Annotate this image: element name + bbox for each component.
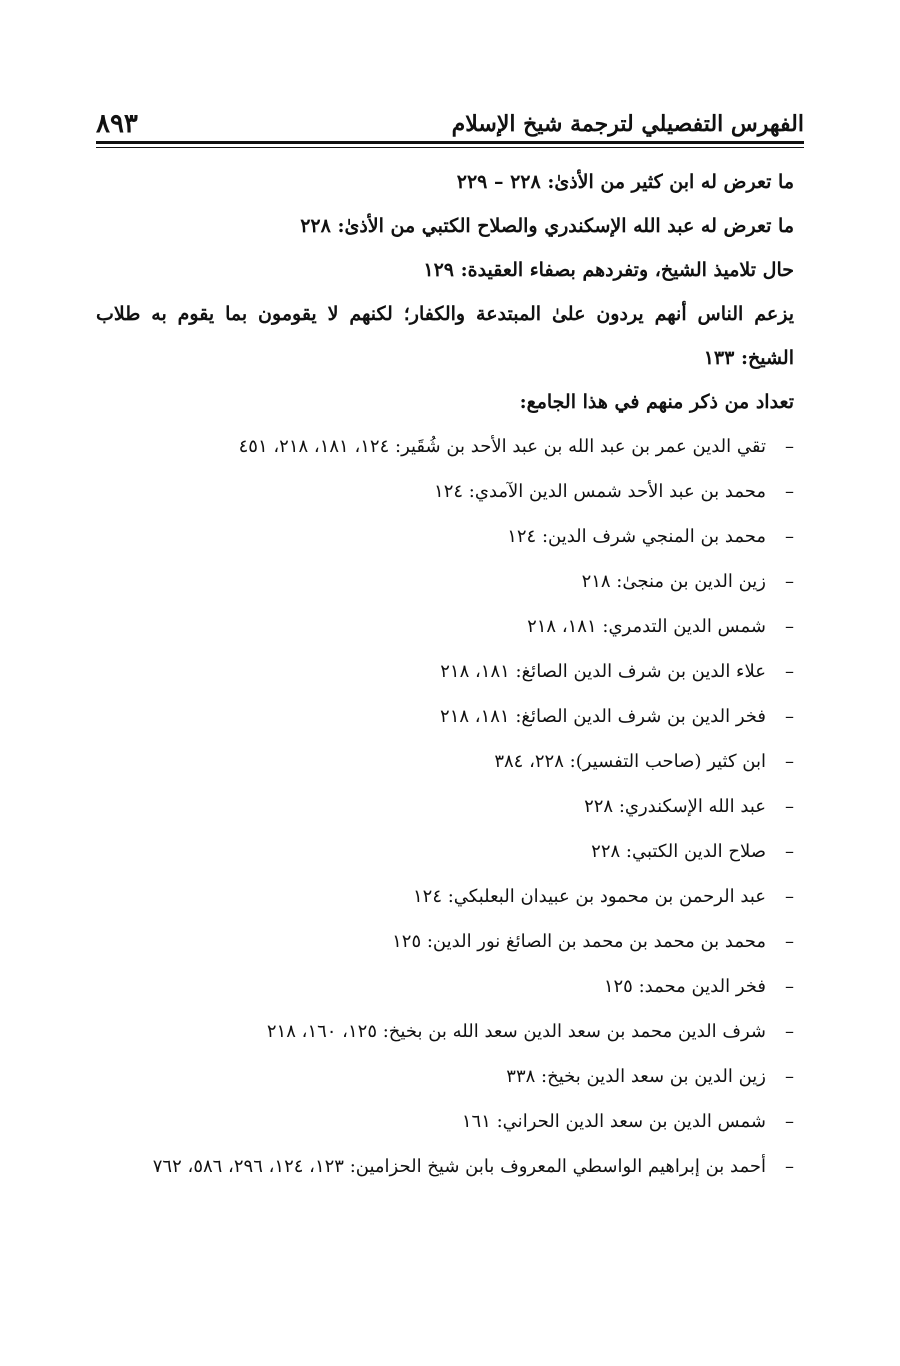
dash-bullet: –: [785, 436, 794, 457]
list-item-text: زين الدين بن منجىٰ: ٢١٨: [581, 571, 766, 592]
list-item: [96, 514, 794, 559]
list-item-text: فخر الدين بن شرف الدين الصائغ: ١٨١، ٢١٨: [440, 706, 766, 727]
index-content: [96, 160, 794, 1189]
list-heading: تعداد من ذكر منهم في هذا الجامع:: [519, 391, 794, 413]
list-item: [96, 964, 794, 1009]
dash-bullet: –: [785, 841, 794, 862]
dash-bullet: –: [785, 1066, 794, 1087]
dash-bullet: –: [785, 931, 794, 952]
dash-bullet: –: [785, 751, 794, 772]
index-entry: حال تلاميذ الشيخ، وتفردهم بصفاء العقيدة: ١٢٩: [423, 259, 794, 281]
index-entry: ما تعرض له ابن كثير من الأذىٰ: ٢٢٨ – ٢٢٩: [456, 171, 794, 193]
list-item-text: شمس الدين التدمري: ١٨١، ٢١٨: [527, 616, 766, 637]
list-item: [96, 604, 794, 649]
list-item-text: تقي الدين عمر بن عبد الله بن عبد الأحد بن شُقَير: ١٢٤، ١٨١، ٢١٨، ٤٥١: [238, 436, 766, 457]
list-item-text: ابن كثير (صاحب التفسير): ٢٢٨، ٣٨٤: [494, 751, 766, 772]
index-entry: ما تعرض له عبد الله الإسكندري والصلاح الكتبي من الأذىٰ: ٢٢٨: [300, 215, 794, 237]
list-item: [96, 424, 794, 469]
dash-bullet: –: [785, 1156, 794, 1177]
dash-bullet: –: [785, 706, 794, 727]
students-list: [96, 424, 794, 1189]
list-item: [96, 784, 794, 829]
list-item-text: علاء الدين بن شرف الدين الصائغ: ١٨١، ٢١٨: [440, 661, 766, 682]
list-item: [96, 1009, 794, 1054]
page-header: [96, 100, 804, 140]
list-item: [96, 559, 794, 604]
list-item-text: محمد بن محمد بن محمد بن الصائغ نور الدين: ١٢٥: [392, 931, 766, 952]
list-item-text: محمد بن عبد الأحد شمس الدين الآمدي: ١٢٤: [434, 481, 766, 502]
dash-bullet: –: [785, 796, 794, 817]
list-item: [96, 694, 794, 739]
list-item: [96, 469, 794, 514]
dash-bullet: –: [785, 481, 794, 502]
list-item-text: شرف الدين محمد بن سعد الدين سعد الله بن بخيخ: ١٢٥، ١٦٠، ٢١٨: [266, 1021, 766, 1042]
dash-bullet: –: [785, 661, 794, 682]
list-item-text: زين الدين بن سعد الدين بخيخ: ٣٣٨: [506, 1066, 766, 1087]
list-item: [96, 739, 794, 784]
dash-bullet: –: [785, 571, 794, 592]
list-item-text: عبد الرحمن بن محمود بن عبيدان البعلبكي: ١٢٤: [412, 886, 766, 907]
dash-bullet: –: [785, 526, 794, 547]
list-item: [96, 919, 794, 964]
running-title: الفهرس التفصيلي لترجمة شيخ الإسلام: [451, 111, 804, 137]
list-item: [96, 1054, 794, 1099]
list-item-text: صلاح الدين الكتبي: ٢٢٨: [591, 841, 766, 862]
list-item-text: شمس الدين بن سعد الدين الحراني: ١٦١: [461, 1111, 766, 1132]
dash-bullet: –: [785, 886, 794, 907]
list-item: [96, 874, 794, 919]
list-item: [96, 829, 794, 874]
list-item: [96, 1144, 794, 1189]
dash-bullet: –: [785, 976, 794, 997]
header-rule-thick: [96, 141, 804, 144]
list-item-text: محمد بن المنجي شرف الدين: ١٢٤: [507, 526, 766, 547]
dash-bullet: –: [785, 1111, 794, 1132]
page-number: ٨٩٣: [96, 109, 138, 139]
list-item: [96, 1099, 794, 1144]
list-item-text: أحمد بن إبراهيم الواسطي المعروف بابن شيخ الحزامين: ١٢٣، ١٢٤، ٢٩٦، ٥٨٦، ٧٦٢: [152, 1156, 766, 1177]
list-item: [96, 649, 794, 694]
header-rule-thin: [96, 147, 804, 148]
index-entry: يزعم الناس أنهم يردون علىٰ المبتدعة والكفار؛ لكنهم لا يقومون بما يقوم به طلاب الشيخ: ١٣٣: [96, 303, 794, 369]
list-item-text: عبد الله الإسكندري: ٢٢٨: [584, 796, 766, 817]
dash-bullet: –: [785, 1021, 794, 1042]
dash-bullet: –: [785, 616, 794, 637]
list-item-text: فخر الدين محمد: ١٢٥: [603, 976, 766, 997]
